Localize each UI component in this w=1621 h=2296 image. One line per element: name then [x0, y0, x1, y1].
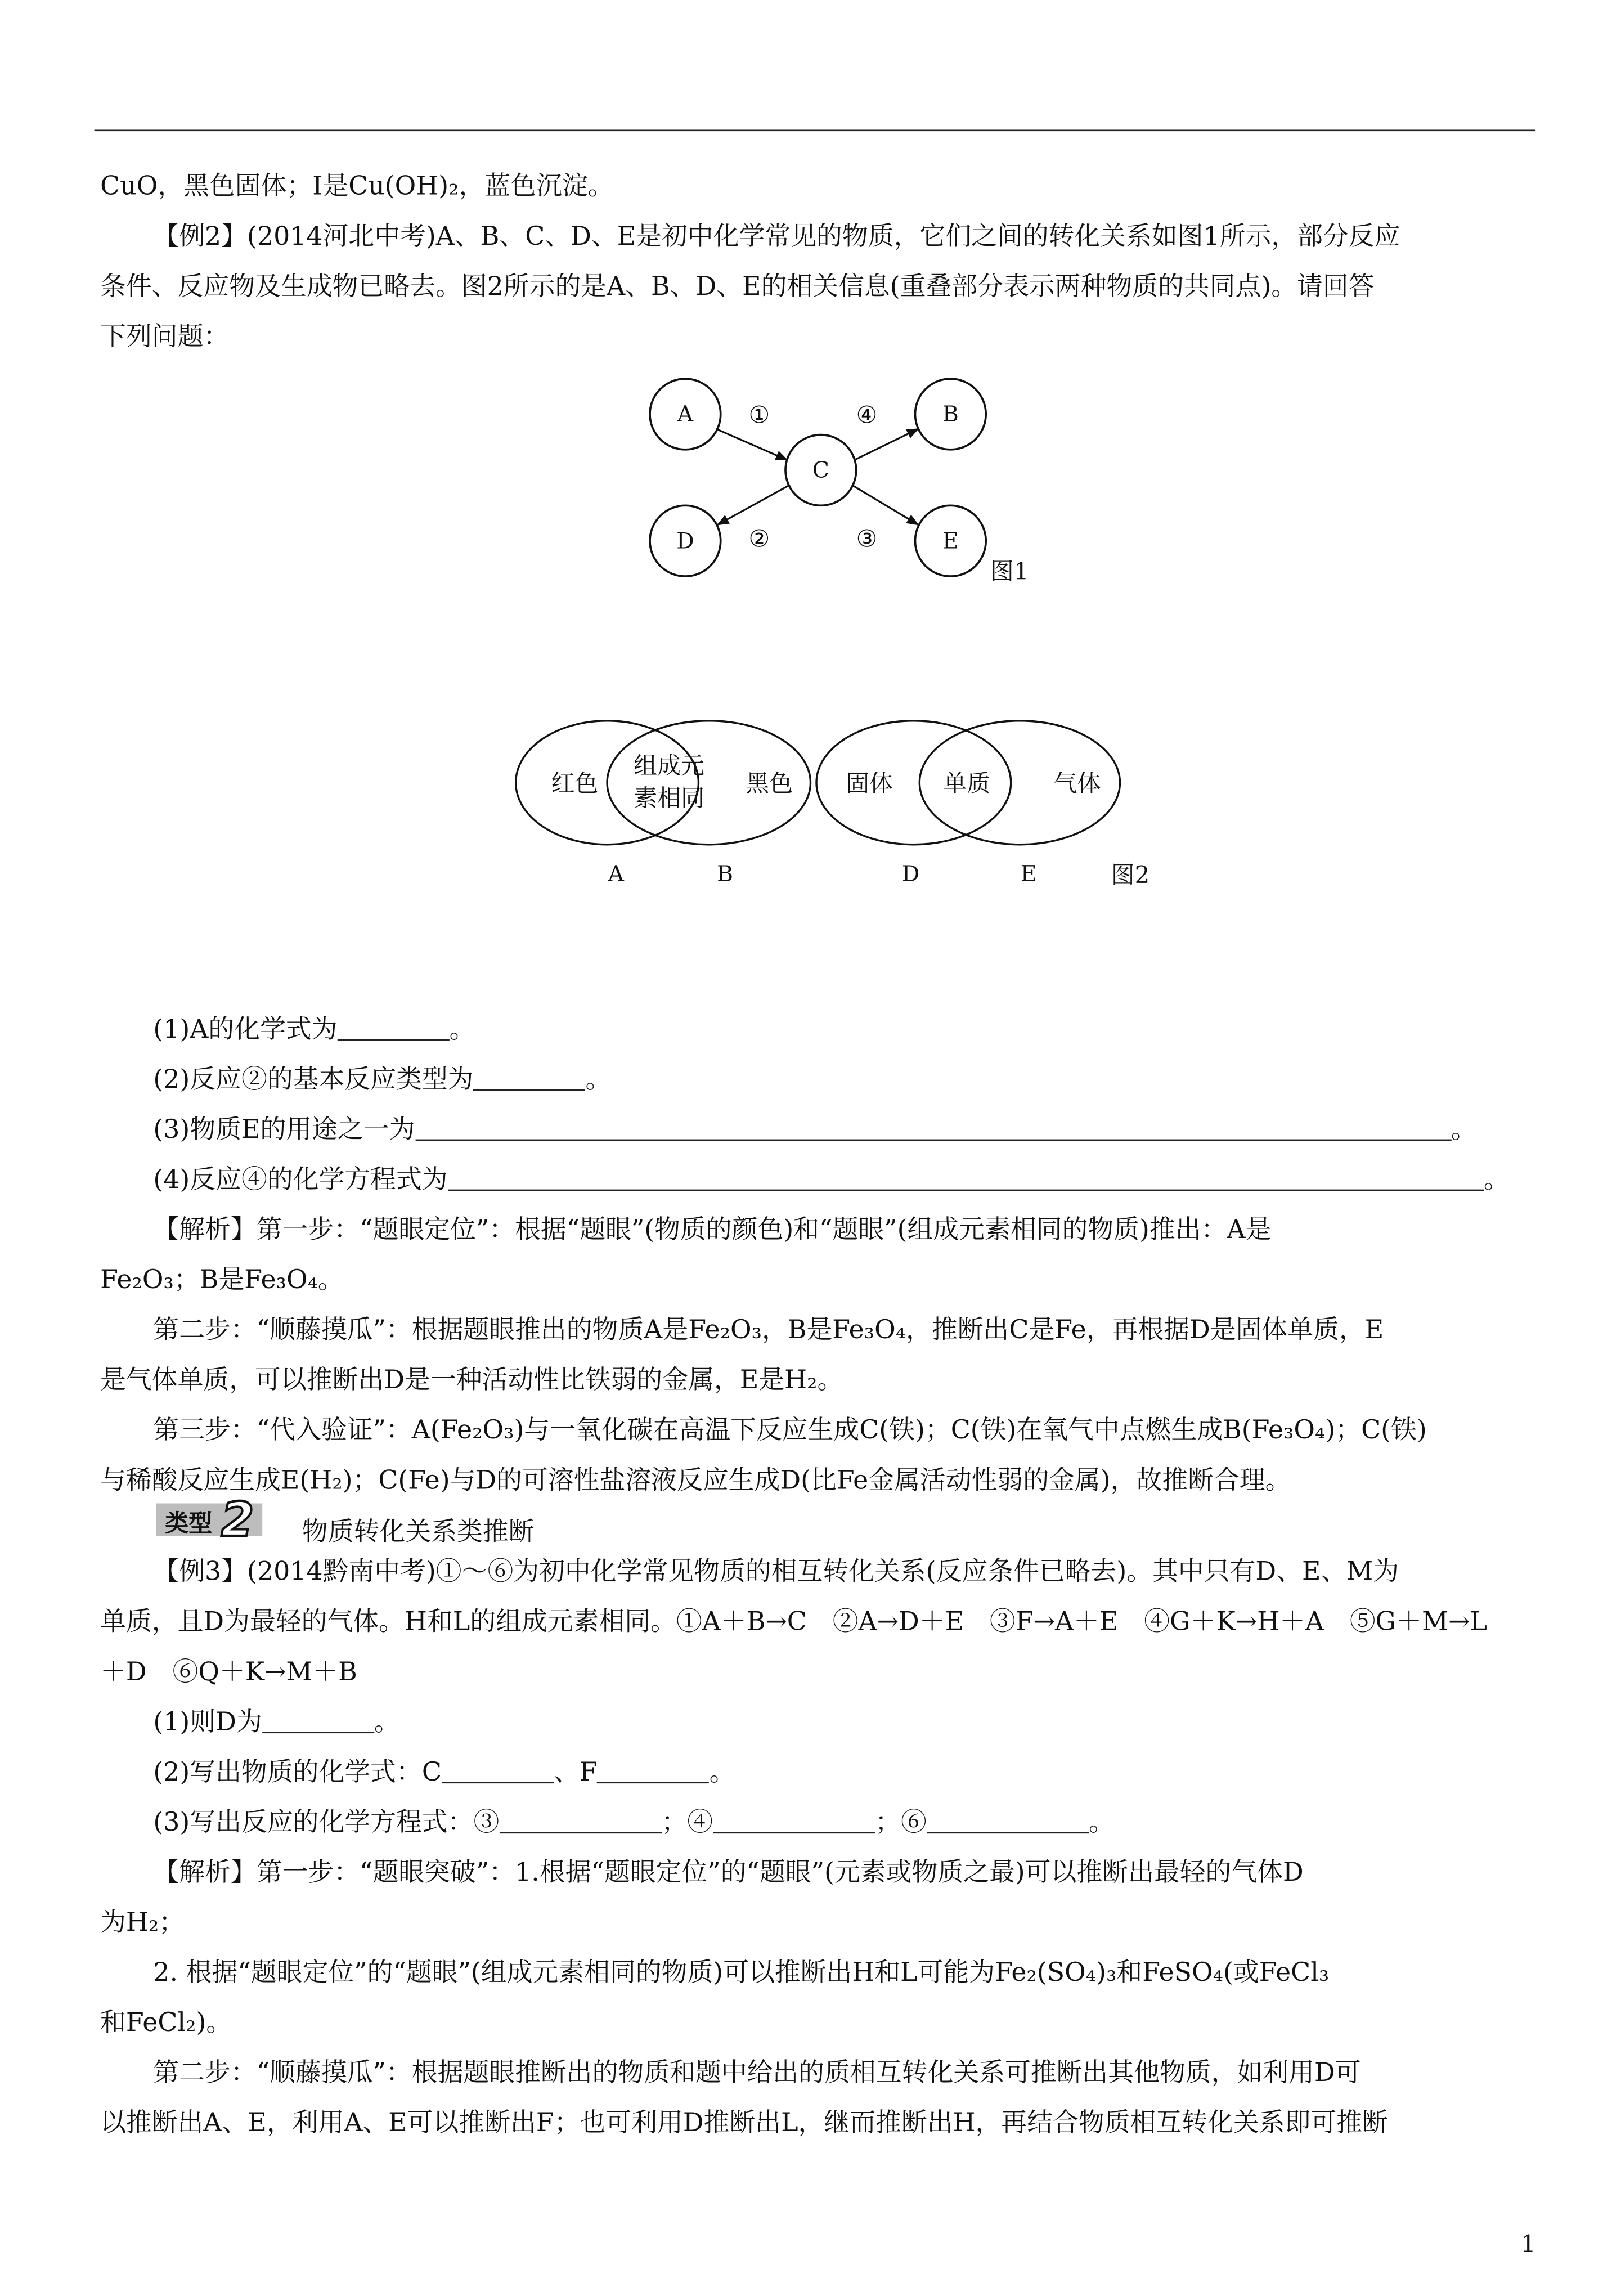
node-a-label: A [677, 402, 694, 428]
label-black: 黑色 [746, 769, 793, 797]
node-d-label: D [676, 528, 694, 554]
analysis-line: 第二步：“顺藤摸瓜”：根据题眼推出的物质A是Fe₂O₃，B是Fe₃O₄，推断出C是Fe，再根据D是固体单质，E [153, 1316, 1384, 1346]
label-a: A [608, 862, 624, 887]
figure1-diagram [634, 369, 1061, 604]
arrow-4 [855, 429, 918, 460]
analysis-line: 以推断出A、E，利用A、E可以推断出F；也可利用D推断出L，继而推断出H，再结合物质相互转化关系即可推断 [100, 2109, 1388, 2139]
page-number: 1 [1520, 2230, 1536, 2258]
question-4: (4)反应④的化学方程式为 。 [153, 1165, 1510, 1196]
header-rule [95, 129, 1535, 131]
figure1-caption: 图1 [990, 557, 1029, 585]
badge-label: 类型 [165, 1509, 213, 1537]
figure2-diagram [516, 693, 1194, 899]
answer-blank[interactable] [713, 1809, 875, 1834]
question-3: (3)物质E的用途之一为 。 [153, 1115, 1477, 1146]
label-d: D [901, 862, 920, 887]
analysis-line: 为H₂； [100, 1908, 185, 1939]
analysis-line: 【解析】第一步：“题眼定位”：根据“题眼”(物质的颜色)和“题眼”(组成元素相同的物质)推出：A是 [153, 1216, 1272, 1246]
example3-question-1: (1)则D为 。 [153, 1708, 400, 1738]
label-b: B [717, 862, 734, 887]
answer-blank[interactable] [415, 1116, 1451, 1141]
arrow-2 [718, 485, 790, 525]
section-title: 物质转化关系类推断 [302, 1518, 535, 1548]
answer-blank[interactable] [442, 1759, 554, 1784]
analysis-line: Fe₂O₃；B是Fe₃O₄。 [100, 1266, 344, 1296]
example2-line: 条件、反应物及生成物已略去。图2所示的是A、B、D、E的相关信息(重叠部分表示两种物质的共同点)。请回答 [100, 272, 1375, 302]
question-2: (2)反应②的基本反应类型为 。 [153, 1065, 612, 1095]
analysis-line: 是气体单质，可以推断出D是一种活动性比铁弱的金属，E是H₂。 [100, 1366, 843, 1396]
label-e: E [1020, 862, 1037, 887]
example3-line: 单质，且D为最轻的气体。H和L的组成元素相同。①A＋B→C ②A→D＋E ③F→A＋E ④G＋K→H＋A ⑤G＋M→L [100, 1608, 1487, 1638]
analysis-line: 和FeCl₂)。 [100, 2008, 232, 2039]
answer-blank[interactable] [338, 1016, 450, 1041]
answer-blank[interactable] [927, 1809, 1089, 1834]
analysis-line: 【解析】第一步：“题眼突破”：1.根据“题眼定位”的“题眼”(元素或物质之最)可以推断出最轻的气体D [153, 1858, 1304, 1889]
example2-line: 下列问题： [100, 322, 230, 352]
step-3-label: ③ [856, 524, 878, 553]
label-gas: 气体 [1053, 769, 1101, 797]
badge-number: 2 [221, 1491, 254, 1548]
answer-blank[interactable] [448, 1166, 1484, 1191]
label-same-elements-2: 素相同 [634, 784, 704, 812]
node-e-label: E [942, 528, 959, 554]
example3-question-2: (2)写出物质的化学式：C 、F 。 [153, 1758, 735, 1788]
answer-blank[interactable] [598, 1759, 710, 1784]
step-4-label: ④ [856, 401, 878, 429]
example3-line: 【例3】(2014黔南中考)①～⑥为初中化学常见物质的相互转化关系(反应条件已略去)。其中只有D、E、M为 [153, 1558, 1399, 1588]
analysis-line: 第二步：“顺藤摸瓜”：根据题眼推断出的物质和题中给出的质相互转化关系可推断出其他物质，如利用D可 [153, 2059, 1361, 2089]
analysis-line: 与稀酸反应生成E(H₂)；C(Fe)与D的可溶性盐溶液反应生成D(比Fe金属活动性弱的金属)，故推断合理。 [100, 1467, 1291, 1496]
node-c-label: C [812, 458, 829, 483]
node-b-label: B [942, 402, 959, 428]
analysis-line: 2. 根据“题眼定位”的“题眼”(组成元素相同的物质)可以推断出H和L可能为Fe₂(SO₄)₃和FeSO₄(或FeCl₃ [153, 1958, 1330, 1989]
example3-line: ＋D ⑥Q＋K→M＋B [100, 1658, 357, 1688]
label-red: 红色 [551, 769, 599, 797]
text-line: CuO，黑色固体；I是Cu(OH)₂，蓝色沉淀。 [100, 172, 614, 202]
label-solid: 固体 [846, 769, 893, 797]
example2-line: 【例2】(2014河北中考)A、B、C、D、E是初中化学常见的物质，它们之间的转化关系如图1所示，部分反应 [153, 222, 1400, 252]
figure2-caption: 图2 [1111, 860, 1150, 889]
arrow-1 [716, 429, 787, 460]
analysis-line: 第三步：“代入验证”：A(Fe₂O₃)与一氧化碳在高温下反应生成C(铁)；C(铁)在氧气中点燃生成B(Fe₃O₄)；C(铁) [153, 1416, 1427, 1446]
example3-question-3: (3)写出反应的化学方程式：③ ；④ ；⑥ 。 [153, 1808, 1115, 1838]
answer-blank[interactable] [474, 1066, 586, 1091]
answer-blank[interactable] [262, 1708, 374, 1734]
question-1: (1)A的化学式为 。 [153, 1015, 475, 1045]
answer-blank[interactable] [499, 1809, 661, 1834]
step-2-label: ② [748, 524, 770, 553]
arrow-3 [852, 485, 918, 525]
label-element: 单质 [943, 769, 991, 797]
label-same-elements-1: 组成元 [634, 752, 704, 780]
step-1-label: ① [748, 401, 770, 429]
type-badge [156, 1491, 298, 1548]
